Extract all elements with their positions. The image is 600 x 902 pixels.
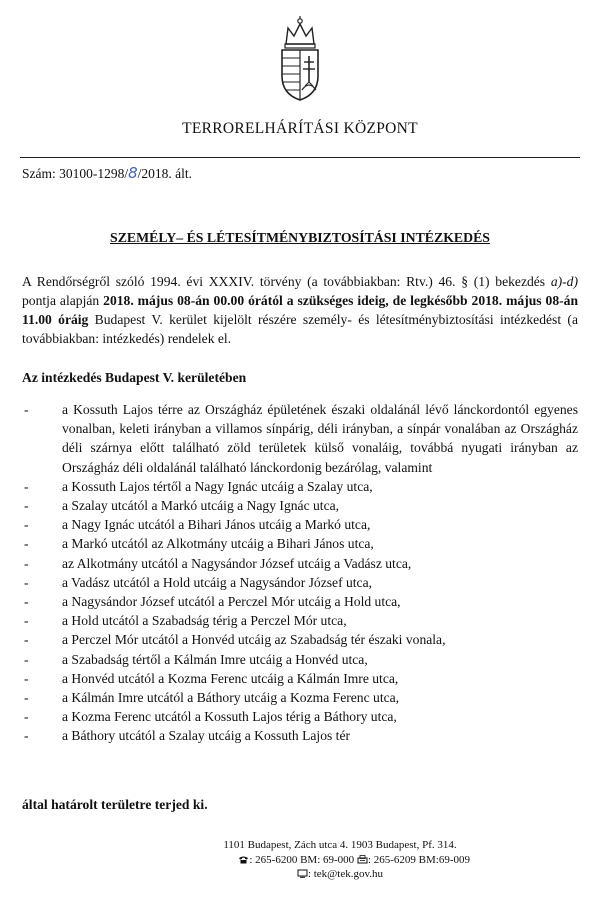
intro-text-2: pontja alapján <box>22 293 104 308</box>
list-dash: - <box>24 498 29 513</box>
boundary-list <box>22 400 578 745</box>
list-item-text: a Nagy Ignác utcától a Bihari János utcáig a Markó utca, <box>62 517 371 533</box>
list-item-text: a Markó utcától az Alkotmány utcáig a Bihari János utca, <box>62 536 374 552</box>
reference-suffix: /2018. ált. <box>137 166 193 181</box>
list-item <box>22 515 578 534</box>
list-item-text: a Kossuth Lajos tértől a Nagy Ignác utcáig a Szalay utca, <box>62 478 373 494</box>
list-dash: - <box>24 670 29 686</box>
list-item <box>22 707 578 726</box>
list-item-text: a Hold utcától a Szabadság térig a Perczel Mór utca, <box>62 613 347 629</box>
list-item-text: a Kossuth Lajos térre az Országház épületének északi oldalánál lévő lánckordontól egyenes vonalban, keleti irányban a villamos sínpárig, déli irányban, a sínpár vonalában az Országház déli szárnya előtt található zöld területek külső vonaláig, továbbá nyugati irányban az Országház déli oldalánál található lánckordonig bezárólag, valamint <box>62 402 578 475</box>
footer-email-line <box>210 867 470 882</box>
list-item <box>22 650 578 669</box>
list-item <box>22 496 578 515</box>
list-item-text: az Alkotmány utcától a Nagysándor József utcáig a Vadász utca, <box>62 555 412 571</box>
list-item <box>22 477 578 496</box>
list-dash: - <box>24 689 29 705</box>
list-item-text: a Kálmán Imre utcától a Báthory utcáig a Kozma Ferenc utca, <box>62 689 400 705</box>
list-item-text: a Vadász utcától a Hold utcáig a Nagysándor József utca, <box>62 574 373 590</box>
footer-phone: : 265-6200 BM: 69-000 <box>249 853 357 866</box>
intro-text-3: Budapest V. kerület kijelölt részére személy- és létesítménybiztosítási intézkedést (a továbbiakban: intézkedés) rendelek el. <box>22 312 578 346</box>
list-item <box>22 669 578 688</box>
list-item-text: a Szabadság tértől a Kálmán Imre utcáig a Honvéd utca, <box>62 651 368 667</box>
list-dash: - <box>24 728 29 744</box>
reference-number <box>22 164 192 182</box>
list-dash: - <box>24 574 29 590</box>
intro-text-1: A Rendőrségről szóló 1994. évi XXXIV. törvény (a továbbiakban: Rtv.) 46. § (1) bekezdés <box>22 274 551 289</box>
list-dash: - <box>24 651 29 667</box>
fax-icon <box>357 855 368 864</box>
list-dash: - <box>24 613 29 629</box>
list-item <box>22 573 578 592</box>
phone-icon <box>238 855 249 864</box>
intro-italic: a)-d) <box>550 274 578 289</box>
footer-address: 1101 Budapest, Zách utca 4. 1903 Budapest, Pf. 314. <box>223 839 457 851</box>
document-title: SZEMÉLY– ÉS LÉTESÍTMÉNYBIZTOSÍTÁSI INTÉZKEDÉS <box>110 230 490 245</box>
list-dash: - <box>24 402 29 417</box>
list-dash: - <box>24 478 29 494</box>
list-dash: - <box>24 632 29 648</box>
list-dash: - <box>24 709 29 725</box>
reference-prefix: Szám: 30100-1298/ <box>22 166 129 181</box>
list-item <box>22 726 578 745</box>
list-item-text: a Nagysándor József utcától a Perczel Mór utcáig a Hold utca, <box>62 593 401 609</box>
organization-name: TERRORELHÁRÍTÁSI KÖZPONT <box>182 120 418 137</box>
list-item <box>22 592 578 611</box>
intro-bold: 2018. május 08-án 00.00 órától a szükséges ideig, de legkésőbb 2018. május 08-án 11.00 óráig <box>22 293 579 327</box>
list-item-text: a Perczel Mór utcától a Honvéd utcáig az Szabadság tér északi vonala, <box>62 632 446 648</box>
list-dash: - <box>24 517 29 533</box>
footer-email: : tek@tek.gov.hu <box>307 868 384 880</box>
footer-contact <box>170 838 470 882</box>
list-item <box>22 688 578 707</box>
footer-fax: : 265-6209 BM:69-009 <box>367 853 470 866</box>
closing-statement: által határolt területre terjed ki. <box>22 797 208 812</box>
list-item-text: a Kozma Ferenc utcától a Kossuth Lajos térig a Báthory utca, <box>62 709 397 725</box>
list-item <box>22 534 578 553</box>
coat-of-arms-icon <box>274 14 326 102</box>
list-item-text: a Szalay utcától a Markó utcáig a Nagy Ignác utca, <box>62 498 340 513</box>
list-item <box>22 400 578 477</box>
section-subheading: Az intézkedés Budapest V. kerületében <box>22 370 247 385</box>
email-icon <box>297 869 308 878</box>
list-item <box>22 630 578 649</box>
list-item-text: a Honvéd utcától a Kozma Ferenc utcáig a Kálmán Imre utca, <box>62 670 399 686</box>
list-item-text: a Báthory utcától a Szalay utcáig a Kossuth Lajos tér <box>62 728 351 744</box>
reference-handwritten: 8 <box>128 164 138 182</box>
list-dash: - <box>24 536 29 552</box>
header-rule <box>20 157 580 158</box>
list-item <box>22 611 578 630</box>
list-item <box>22 554 578 573</box>
list-dash: - <box>24 593 29 609</box>
list-dash: - <box>24 555 29 571</box>
footer-phone-line <box>170 853 470 868</box>
intro-paragraph <box>22 272 578 348</box>
